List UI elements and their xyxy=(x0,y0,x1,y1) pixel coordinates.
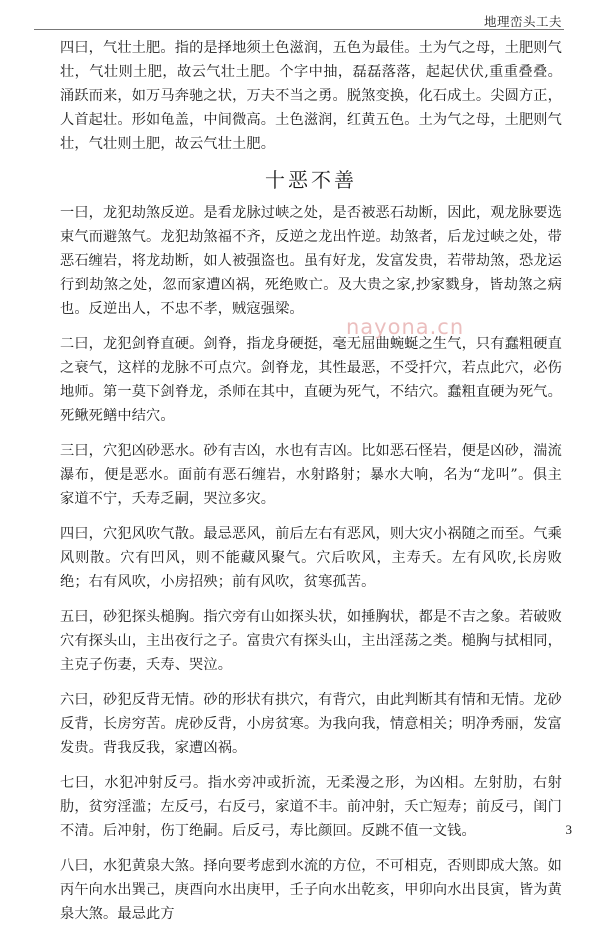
paragraph-4: 四曰，穴犯风吹气散。最忌恶风，前后左右有恶风，则大灾小祸随之而至。气乘风则散。穴有凹风，则不能藏风聚气。穴后吹风，主寿夭。左有风吹,长房败绝；右有风吹，小房招殃；前有风吹，贫寒孤苦。 xyxy=(60,526,562,590)
page-body xyxy=(60,36,562,937)
paragraph-3: 三曰，穴犯凶砂恶水。砂有吉凶，水也有吉凶。比如恶石怪岩，便是凶砂，湍流瀑布，便是恶水。面前有恶石缠岩，水射路射；暴水大响，名为“龙叫”。俱主家道不宁，夭寿乏嗣，哭泣多灾。 xyxy=(60,443,562,507)
paragraph-5: 五曰，砂犯探头槌胸。指穴旁有山如探头状，如捶胸状，都是不吉之象。若破败穴有探头山，主出夜行之子。富贵穴有探头山，主出淫荡之类。槌胸与拭相同，主克子伤妻，夭寿、哭泣。 xyxy=(60,609,562,673)
running-header: 地理峦头工夫 xyxy=(483,14,562,29)
paragraph-6: 六曰，砂犯反背无情。砂的形状有拱穴，有背穴，由此判断其有情和无情。龙砂反背，长房穷苦。虎砂反背，小房贫寒。为我向我，情意相关；明净秀丽，发富发贵。背我反我，家遭凶祸。 xyxy=(60,692,562,756)
section-title: 十恶不善 xyxy=(265,168,357,192)
paragraph-8: 八曰，水犯黄泉大煞。择向要考虑到水流的方位，不可相克，否则即成大煞。如丙午向水出巽己，庚酉向水出庚甲，壬子向水出乾亥，甲卯向水出艮寅，皆为黄泉大煞。最忌此方 xyxy=(60,858,562,922)
watermark: nayona.cn xyxy=(346,315,465,339)
page-number: 3 xyxy=(565,822,572,837)
paragraph-7: 七曰，水犯冲射反弓。指水旁冲或折流，无柔漫之形，为凶相。左射肋，右射肋，贫穷淫滥；左反弓，右反弓，家道不丰。前冲射，夭亡短寿；前反弓，闺门不清。后冲射，伤丁绝嗣。后反弓，寿比颜回。反跳不值一文钱。 xyxy=(60,775,562,839)
header-rule xyxy=(34,29,564,30)
paragraph-intro: 四曰，气壮土肥。指的是择地须土色滋润，五色为最佳。土为气之母，土肥则气壮，气壮则土肥，故云气壮土肥。个字中抽，磊磊落落，起起伏伏,重重叠叠。涌跃而来，如万马奔驰之状，万夫不当之勇。脱煞变换，化石成土。尖圆方正，人首起壮。形如龟盖，中间微高。土色滋润，红黄五色。土为气之母，土肥则气壮，气壮则土肥，故云气壮土肥。 xyxy=(60,40,562,152)
paragraph-1: 一曰，龙犯劫煞反逆。是看龙脉过峡之处，是否被恶石劫断，因此，观龙脉要选束气而避煞气。龙犯劫煞福不齐，反逆之龙出忤逆。劫煞者，后龙过峡之处，带恶石缠岩，将龙劫断，如人被强盗也。虽有好龙，发富发贵，若带劫煞，恐龙运行到劫煞之处，忽而家遭凶祸，死绝败亡。及大贵之家,抄家戮身，皆劫煞之病也。反逆出人，不忠不孝，贼寇强梁。 xyxy=(60,205,562,317)
paragraph-2: 二曰，龙犯剑脊直硬。剑脊，指龙身硬挺，毫无屈曲蜿蜒之生气，只有蠢粗硬直之衰气，这样的龙脉不可点穴。剑脊龙，其性最恶，不受扦穴，若点此穴，必伤地师。第一莫下剑脊龙，杀师在其中，直硬为死气，不结穴。蠢粗直硬为死气。死鳅死鳝中结穴。 xyxy=(60,336,562,424)
